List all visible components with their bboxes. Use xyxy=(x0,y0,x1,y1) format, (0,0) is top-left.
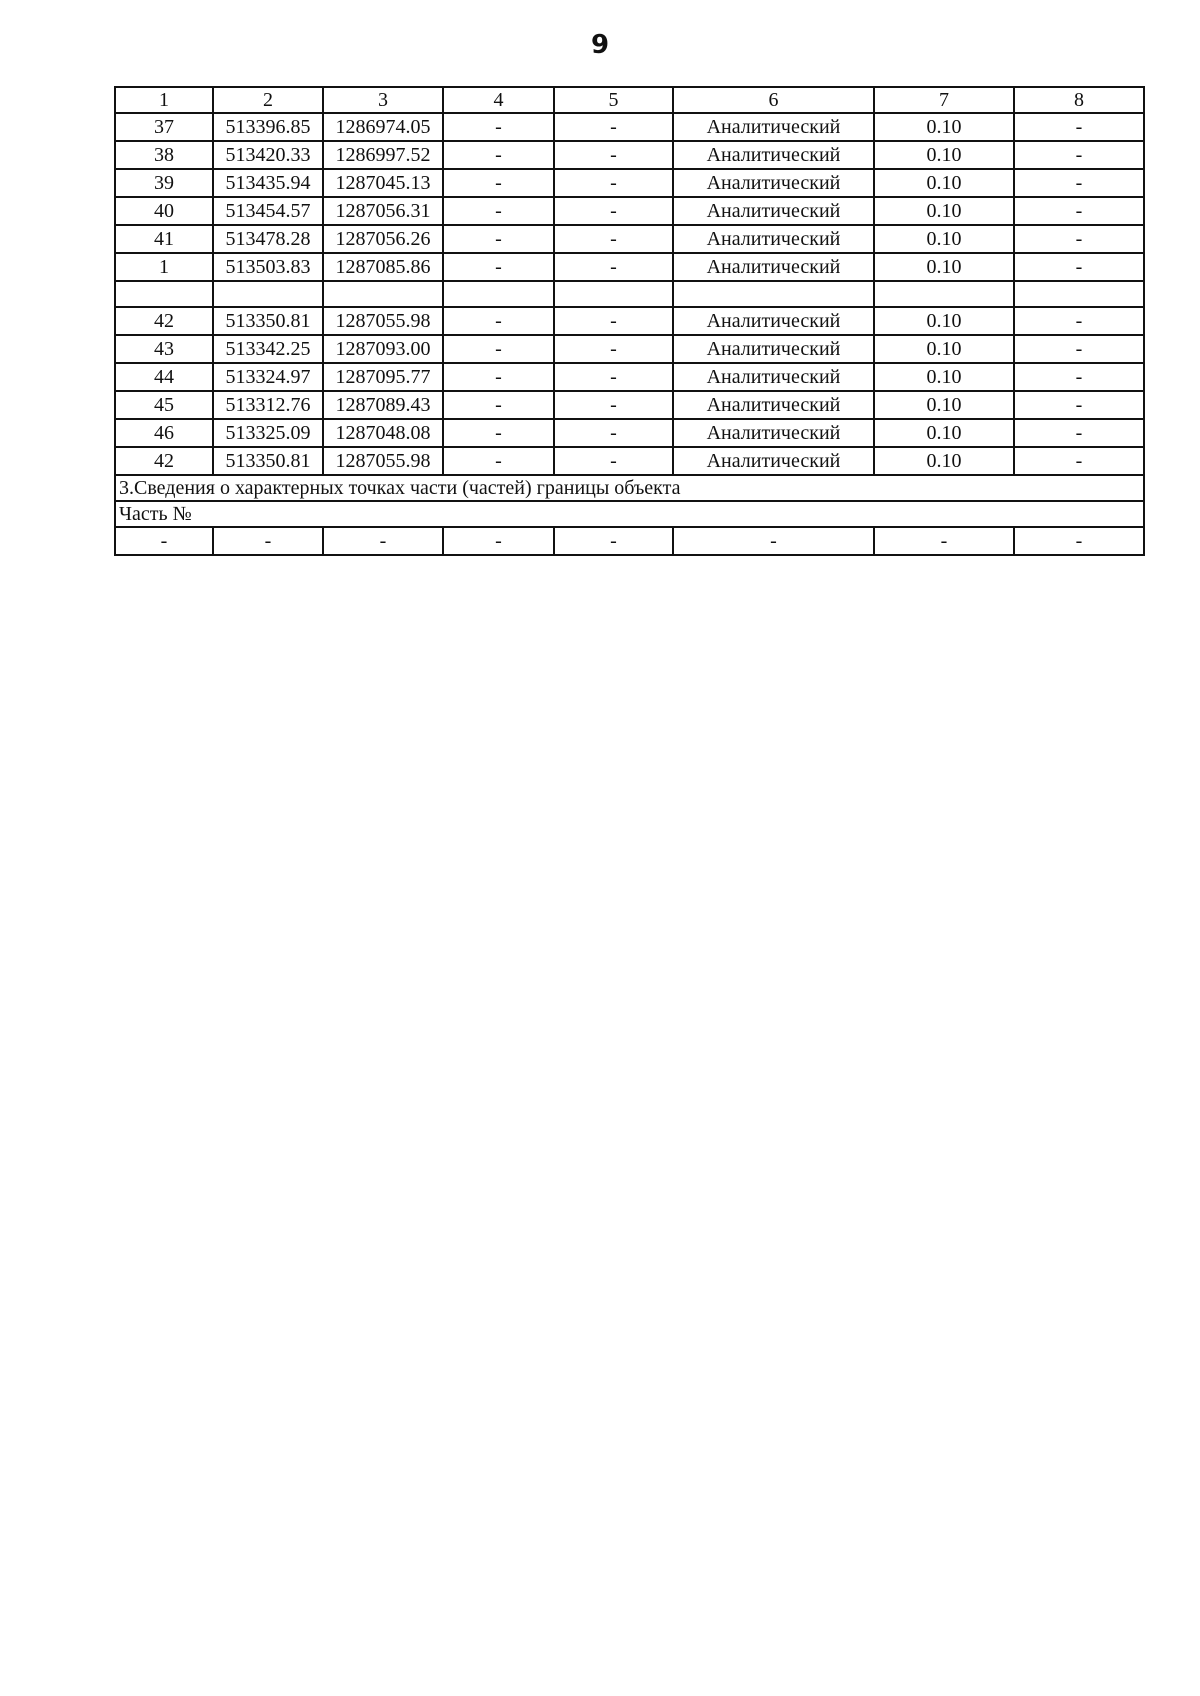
table-cell: 0.10 xyxy=(874,363,1014,391)
table-cell: Аналитический xyxy=(673,141,874,169)
table-cell: - xyxy=(443,141,554,169)
table-cell: - xyxy=(443,335,554,363)
table-cell: 1287056.26 xyxy=(323,225,443,253)
header-cell: 7 xyxy=(874,87,1014,113)
table-cell: 42 xyxy=(115,447,213,475)
table-cell: 0.10 xyxy=(874,419,1014,447)
header-cell: 4 xyxy=(443,87,554,113)
table-cell: - xyxy=(554,335,673,363)
table-cell: 513478.28 xyxy=(213,225,323,253)
table-cell: Аналитический xyxy=(673,225,874,253)
table-cell: Аналитический xyxy=(673,307,874,335)
table-cell: - xyxy=(115,527,213,555)
part-label: Часть № xyxy=(115,501,1144,527)
table-cell: 513350.81 xyxy=(213,447,323,475)
table-row xyxy=(115,391,1144,419)
table-cell: - xyxy=(323,527,443,555)
table-cell: 0.10 xyxy=(874,391,1014,419)
table-cell: - xyxy=(554,225,673,253)
table-cell: 0.10 xyxy=(874,447,1014,475)
table-row xyxy=(115,447,1144,475)
table-row xyxy=(115,113,1144,141)
header-cell: 2 xyxy=(213,87,323,113)
table-cell: 1286997.52 xyxy=(323,141,443,169)
table-cell: - xyxy=(1014,527,1144,555)
table-cell: 513503.83 xyxy=(213,253,323,281)
table-cell: 40 xyxy=(115,197,213,225)
table-cell: 0.10 xyxy=(874,335,1014,363)
table-row xyxy=(115,527,1144,555)
table-cell: 1287095.77 xyxy=(323,363,443,391)
table-cell: 513312.76 xyxy=(213,391,323,419)
table-cell: 41 xyxy=(115,225,213,253)
table-row xyxy=(115,419,1144,447)
table-cell: - xyxy=(443,391,554,419)
empty-cell xyxy=(673,281,874,307)
header-cell: 3 xyxy=(323,87,443,113)
table-cell: 0.10 xyxy=(874,113,1014,141)
table-cell: 42 xyxy=(115,307,213,335)
table-cell: - xyxy=(443,447,554,475)
table-cell: 0.10 xyxy=(874,225,1014,253)
table-cell: - xyxy=(443,225,554,253)
empty-cell xyxy=(554,281,673,307)
table-cell: - xyxy=(1014,113,1144,141)
table-cell: - xyxy=(1014,253,1144,281)
table-cell: 0.10 xyxy=(874,307,1014,335)
table-cell: - xyxy=(443,197,554,225)
table-cell: - xyxy=(443,307,554,335)
empty-cell xyxy=(323,281,443,307)
table-cell: - xyxy=(1014,169,1144,197)
page-number: 9 xyxy=(590,30,610,60)
table-cell: - xyxy=(1014,447,1144,475)
table-cell: - xyxy=(554,169,673,197)
header-row xyxy=(115,87,1144,113)
table-cell: - xyxy=(1014,307,1144,335)
table-cell: 1286974.05 xyxy=(323,113,443,141)
table-cell: 513324.97 xyxy=(213,363,323,391)
table-cell: 0.10 xyxy=(874,253,1014,281)
empty-cell xyxy=(213,281,323,307)
table-cell: - xyxy=(673,527,874,555)
table-cell: 513342.25 xyxy=(213,335,323,363)
table-cell: 1287048.08 xyxy=(323,419,443,447)
table-cell: - xyxy=(554,363,673,391)
table-cell: 1287045.13 xyxy=(323,169,443,197)
table-cell: 513350.81 xyxy=(213,307,323,335)
table-cell: Аналитический xyxy=(673,169,874,197)
table-cell: 1287085.86 xyxy=(323,253,443,281)
table-cell: - xyxy=(443,419,554,447)
table-cell: 0.10 xyxy=(874,141,1014,169)
table-cell: 513396.85 xyxy=(213,113,323,141)
table-cell: 1287055.98 xyxy=(323,307,443,335)
table-cell: 1287093.00 xyxy=(323,335,443,363)
table-cell: - xyxy=(554,447,673,475)
table-cell: - xyxy=(554,113,673,141)
header-cell: 6 xyxy=(673,87,874,113)
table-cell: - xyxy=(1014,141,1144,169)
table-cell: - xyxy=(443,113,554,141)
table-row xyxy=(115,363,1144,391)
table-cell: Аналитический xyxy=(673,335,874,363)
table-cell: 38 xyxy=(115,141,213,169)
table-cell: Аналитический xyxy=(673,113,874,141)
table-cell: - xyxy=(554,307,673,335)
table-cell: 37 xyxy=(115,113,213,141)
table-cell: - xyxy=(554,527,673,555)
table-cell: - xyxy=(443,527,554,555)
table-cell: 46 xyxy=(115,419,213,447)
table-cell: - xyxy=(554,141,673,169)
table-cell: - xyxy=(554,419,673,447)
table-cell: - xyxy=(554,253,673,281)
table-cell: Аналитический xyxy=(673,197,874,225)
table-row xyxy=(115,253,1144,281)
table-cell: 1287089.43 xyxy=(323,391,443,419)
table-cell: - xyxy=(443,253,554,281)
table-cell: 1287055.98 xyxy=(323,447,443,475)
table-cell: - xyxy=(554,197,673,225)
coordinates-table xyxy=(114,86,1145,556)
header-cell: 8 xyxy=(1014,87,1144,113)
table-cell: Аналитический xyxy=(673,253,874,281)
table-row xyxy=(115,225,1144,253)
empty-separator-row xyxy=(115,281,1144,307)
section-title-row xyxy=(115,475,1144,501)
header-cell: 1 xyxy=(115,87,213,113)
table-cell: 513325.09 xyxy=(213,419,323,447)
table-cell: - xyxy=(443,363,554,391)
table-cell: - xyxy=(1014,335,1144,363)
table-cell: 0.10 xyxy=(874,169,1014,197)
table-cell: 513420.33 xyxy=(213,141,323,169)
table-cell: - xyxy=(1014,363,1144,391)
empty-cell xyxy=(874,281,1014,307)
table-cell: 0.10 xyxy=(874,197,1014,225)
section-title: 3.Сведения о характерных точках части (частей) границы объекта xyxy=(115,475,1144,501)
table-cell: 1287056.31 xyxy=(323,197,443,225)
table-cell: 44 xyxy=(115,363,213,391)
table-cell: 513454.57 xyxy=(213,197,323,225)
table-cell: - xyxy=(213,527,323,555)
table-cell: - xyxy=(443,169,554,197)
header-cell: 5 xyxy=(554,87,673,113)
empty-cell xyxy=(1014,281,1144,307)
table-body xyxy=(115,87,1144,555)
table-row xyxy=(115,141,1144,169)
table-row xyxy=(115,307,1144,335)
table-cell: 513435.94 xyxy=(213,169,323,197)
table-cell: - xyxy=(1014,419,1144,447)
empty-cell xyxy=(115,281,213,307)
table-cell: Аналитический xyxy=(673,419,874,447)
table-cell: - xyxy=(554,391,673,419)
table-cell: 1 xyxy=(115,253,213,281)
table-cell: Аналитический xyxy=(673,391,874,419)
table-cell: 45 xyxy=(115,391,213,419)
empty-cell xyxy=(443,281,554,307)
part-label-row xyxy=(115,501,1144,527)
table-cell: Аналитический xyxy=(673,363,874,391)
table-row xyxy=(115,169,1144,197)
table-cell: 43 xyxy=(115,335,213,363)
table-cell: - xyxy=(1014,225,1144,253)
table-cell: - xyxy=(1014,197,1144,225)
table-row xyxy=(115,197,1144,225)
table-row xyxy=(115,335,1144,363)
table-cell: - xyxy=(1014,391,1144,419)
table-cell: Аналитический xyxy=(673,447,874,475)
table-cell: 39 xyxy=(115,169,213,197)
table-cell: - xyxy=(874,527,1014,555)
